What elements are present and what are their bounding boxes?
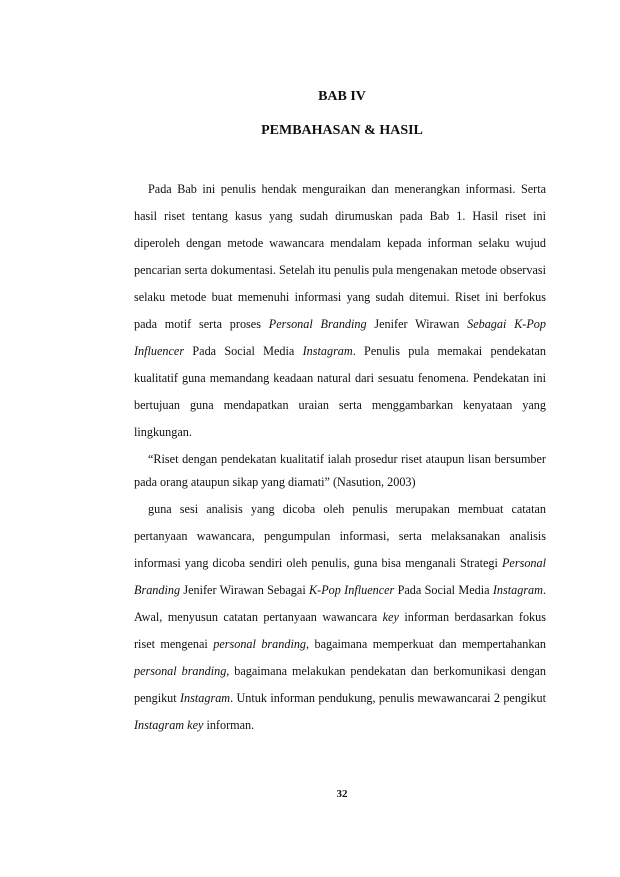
paragraph-analysis <box>134 496 546 739</box>
italic-run: Personal Branding <box>134 556 546 597</box>
chapter-heading: BAB IV <box>318 89 366 104</box>
text-run: , bagaimana melakukan pendekatan dan berkomunikasi dengan pengikut <box>134 664 546 705</box>
paragraph-intro <box>134 176 546 446</box>
italic-run: K-Pop Influencer <box>309 583 395 597</box>
italic-run: personal branding <box>213 637 307 651</box>
text-run: . Awal, menyusun catatan pertanyaan wawancara <box>134 583 546 624</box>
italic-run: key <box>382 610 399 624</box>
text-run: . Untuk informan pendukung, penulis mewawancarai 2 pengikut <box>230 691 546 705</box>
italic-run: personal branding <box>134 664 227 678</box>
italic-run: Instagram <box>180 691 231 705</box>
text-run: , bagaimana memperkuat dan mempertahankan <box>306 637 547 651</box>
text-run: informan berdasarkan fokus riset mengenai <box>134 610 546 651</box>
body-text <box>134 176 546 739</box>
text-run: guna sesi analisis yang dicoba oleh penulis merupakan membuat catatan pertanyaan wawancara, pengumpulan informasi, serta melaksanakan analisis informasi yang dicoba sendiri oleh penulis, guna bisa menganali Strategi <box>134 502 546 570</box>
italic-run: Sebagai K-Pop Influencer <box>134 317 546 358</box>
text-run: Pada Bab ini penulis hendak menguraikan dan menerangkan informasi. Serta hasil riset tentang kasus yang sudah dirumuskan pada Bab 1. Hasil riset ini diperoleh dengan metode wawancara mendalam kepada informan selaku wujud pencarian serta dokumentasi. Setelah itu penulis pula mengenakan metode observasi selaku metode buat memenuhi informasi yang sudah ditemui. Riset ini berfokus pada motif serta proses <box>134 182 546 331</box>
chapter-title: PEMBAHASAN & HASIL <box>261 123 423 138</box>
text-run: Jenifer Wirawan <box>366 317 468 331</box>
italic-run: Personal Branding <box>268 317 367 331</box>
italic-run: Instagram <box>492 583 543 597</box>
text-run: Pada Social Media <box>394 583 493 597</box>
italic-run: Instagram key <box>134 718 204 732</box>
text-run: . Penulis pula memakai pendekatan kualitatif guna memandang keadaan natural dari sesuatu fenomena. Pendekatan ini bertujuan guna mendapatkan uraian serta menggambarkan kenyataan yang lingkungan. <box>134 344 546 439</box>
page-number: 32 <box>336 788 348 800</box>
italic-run: Instagram <box>302 344 353 358</box>
text-run: Pada Social Media <box>184 344 303 358</box>
text-run: Jenifer Wirawan Sebagai <box>180 583 310 597</box>
block-quote: “Riset dengan pendekatan kualitatif ialah prosedur riset ataupun lisan bersumber pada orang ataupun sikap yang diamati” (Nasution, 2003) <box>134 452 546 489</box>
text-run: informan. <box>203 718 255 732</box>
